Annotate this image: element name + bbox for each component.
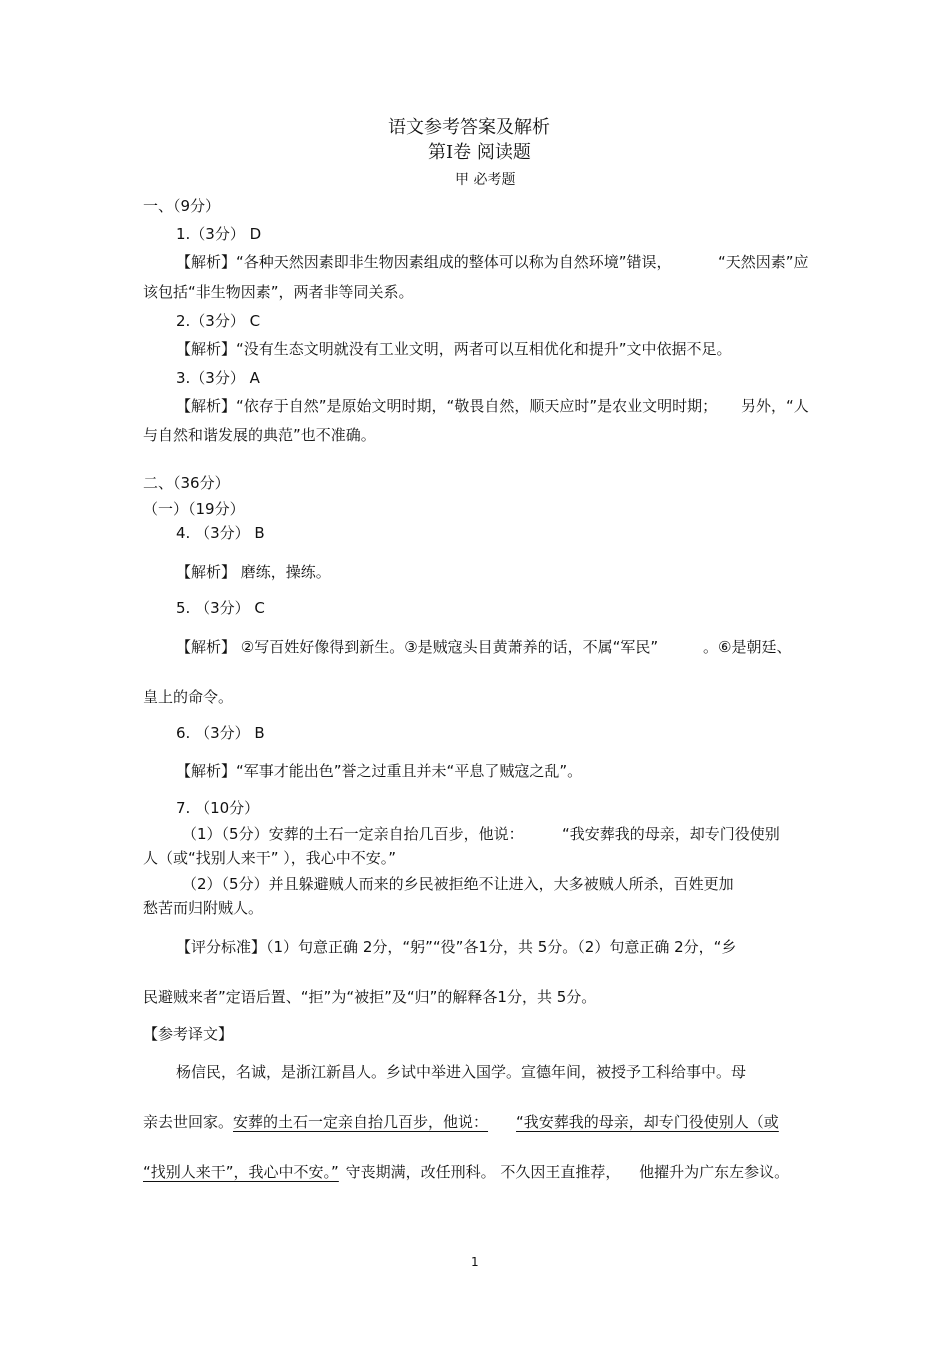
q7-part2-line1: （2）（5分）并且躲避贼人而来的乡民被拒绝不让进入，大多被贼人所杀，百姓更加: [182, 875, 734, 893]
translation-line1: 杨信民，名诚，是浙江新昌人。乡试中举进入国学。宣德年间，被授予工科给事中。母: [176, 1063, 747, 1081]
q4-answer: 4. （3分） B: [176, 524, 265, 542]
q7-part2-line2: 愁苦而归附贼人。: [143, 899, 264, 917]
section-1-header: 一、（9分）: [143, 197, 221, 215]
q7-answer: 7. （10分）: [176, 799, 260, 817]
underlined-translation-c: “找别人来干”，我心中不安。”: [143, 1163, 339, 1181]
section-label: 甲 必考题: [455, 172, 516, 188]
q1-analysis-line2: 该包括“非生物因素”，两者非等同关系。: [143, 283, 414, 301]
scoring-standard-line2: 民避贼来者”定语后置、“拒”为“被拒”及“归”的解释各1分，共 5分。: [143, 988, 597, 1006]
q2-analysis: 【解析】“没有生态文明就没有工业文明，两者可以互相优化和提升”文中依据不足。: [176, 340, 732, 358]
q6-analysis: 【解析】“军事才能出色”誉之过重且并未“平息了贼寇之乱”。: [176, 762, 583, 780]
translation-line2: [143, 1112, 785, 1132]
underlined-translation-a: 安葬的土石一定亲自抬几百步，他说：: [233, 1113, 489, 1131]
q5-answer: 5. （3分） C: [176, 599, 265, 617]
reference-translation-header: 【参考译文】: [143, 1025, 234, 1043]
translation-line3-text-b: 他擢升为广东左参议。: [639, 1163, 790, 1181]
underlined-translation-b: “我安葬我的母亲，却专门役使别人（或: [516, 1113, 779, 1131]
q5-analysis-line1-end: 。⑥是朝廷、: [703, 638, 792, 656]
translation-line3-text-a: 守丧期满，改任刑科。 不久因王直推荐，: [345, 1163, 621, 1181]
page-number: 1: [471, 1255, 479, 1269]
subsection-1-header: （一）（19分）: [143, 500, 245, 518]
q5-analysis-line2: 皇上的命令。: [143, 688, 234, 706]
q3-analysis-line2: 与自然和谐发展的典范”也不准确。: [143, 426, 376, 444]
volume-heading: 第Ⅰ卷 阅读题: [428, 142, 531, 163]
q3-analysis-line1: 【解析】“依存于自然”是原始文明时期，“敬畏自然，顺天应时”是农业文明时期；: [176, 397, 718, 415]
q7-part1-line1-end: “我安葬我的母亲，却专门役使别: [562, 825, 780, 843]
q7-part1-line2: 人（或“找别人来干” ），我心中不安。”: [143, 849, 397, 867]
section-2-header: 二、（36分）: [143, 474, 230, 492]
translation-line3: [143, 1162, 789, 1182]
q3-answer: 3.（3分） A: [176, 369, 260, 387]
q3-analysis-line1-end: 另外，“人: [741, 397, 809, 415]
q1-answer: 1.（3分） D: [176, 225, 262, 243]
scoring-standard-line1: 【评分标准】（1）句意正确 2分，“躬”“役”各1分，共 5分。（2）句意正确 2分，“乡: [176, 938, 737, 956]
document-title: 语文参考答案及解析: [388, 117, 550, 138]
q2-answer: 2.（3分） C: [176, 312, 261, 330]
q4-analysis: 【解析】 磨练，操练。: [176, 563, 331, 581]
q5-analysis-line1: 【解析】 ②写百姓好像得到新生。③是贼寇头目黄萧养的话，不属“军民”: [176, 638, 659, 656]
translation-line2-text: 亲去世回家。: [143, 1113, 234, 1131]
q1-analysis-line1: 【解析】“各种天然因素即非生物因素组成的整体可以称为自然环境”错误，: [176, 253, 672, 271]
q6-answer: 6. （3分） B: [176, 724, 265, 742]
q1-analysis-line1-end: “天然因素”应: [718, 253, 809, 271]
q7-part1-line1: （1）（5分）安葬的土石一定亲自抬几百步，他说：: [182, 825, 524, 843]
